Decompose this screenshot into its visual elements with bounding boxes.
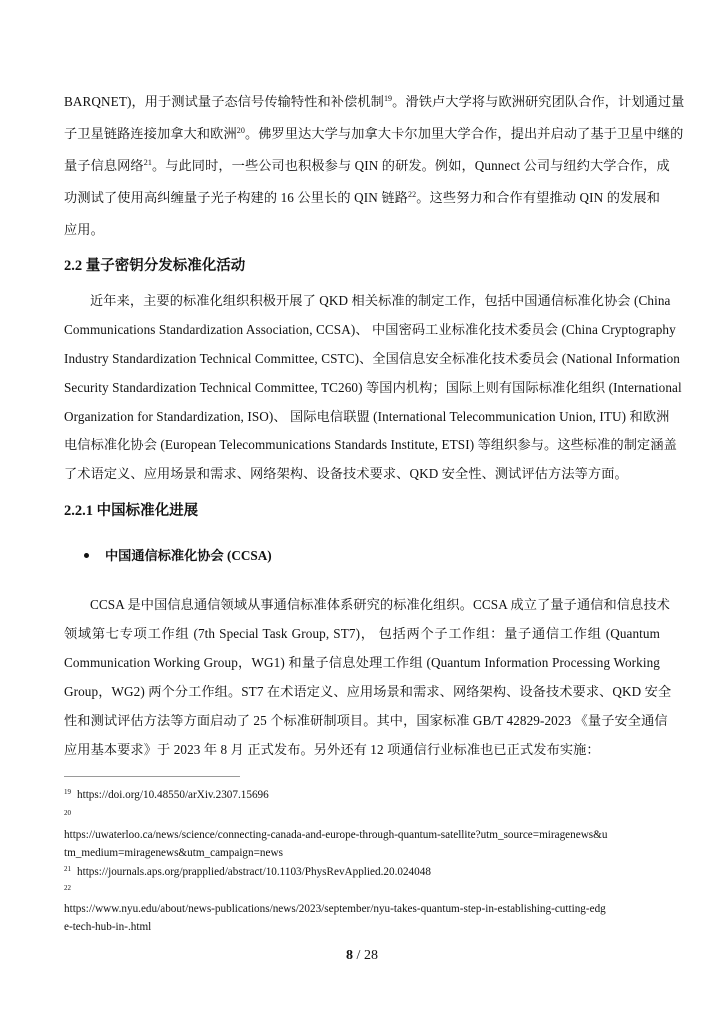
page-current: 8 xyxy=(346,948,354,963)
footnote-21 xyxy=(64,865,664,879)
footnote-link[interactable]: https://doi.org/10.48550/arXiv.2307.15696 xyxy=(77,789,269,801)
text-segment: 量子信息网络 xyxy=(64,158,144,173)
text-segment: 。这些努力和合作有望推动 QIN 的发展和 xyxy=(416,190,660,205)
text-segment: 。与此同时，一些公司也积极参与 QIN 的研发。例如，Qunnect 公司与纽约大学合作，成 xyxy=(151,158,670,173)
footnote-20-number: 20 xyxy=(64,809,71,817)
text-segment: 子卫星链路连接加拿大和欧洲 xyxy=(64,126,237,141)
section-heading-2-2-1: 2.2.1 中国标准化进展 xyxy=(64,503,199,519)
footnote-ref-21[interactable]: 21 xyxy=(143,158,152,167)
page-number xyxy=(0,948,724,964)
paragraph-line: Communications Standardization Association, CCSA)、 中国密码工业标准化技术委员会 (China Cryptography xyxy=(64,322,676,337)
paragraph-line: CCSA 是中国信息通信领域从事通信标准体系研究的标准化组织。CCSA 成立了量子通信和信息技术 xyxy=(90,597,670,612)
body-line xyxy=(64,126,684,142)
footnote-number: 21 xyxy=(64,865,71,873)
footnote-22-line[interactable]: e-tech-hub-in-.html xyxy=(64,921,152,933)
text-segment: 。滑铁卢大学将与欧洲研究团队合作，计划通过量 xyxy=(392,94,685,109)
footnote-19 xyxy=(64,788,664,802)
body-line xyxy=(64,190,660,206)
page-total: 28 xyxy=(363,948,378,963)
footnote-20-line[interactable]: https://uwaterloo.ca/news/science/connecting-canada-and-europe-through-quantum-satellite?utm_source=miragenews&u xyxy=(64,829,608,841)
bullet-label: 中国通信标准化协会 (CCSA) xyxy=(105,548,272,563)
footnote-number: 19 xyxy=(64,788,71,796)
paragraph-line: Organization for Standardization, ISO)、 国际电信联盟 (International Telecommunication Union, ITU) 和欧洲 xyxy=(64,409,670,424)
text-segment: 功测试了使用高纠缠量子光子构建的 16 公里长的 QIN 链路 xyxy=(64,190,408,205)
body-line xyxy=(64,94,685,110)
paragraph-line: Security Standardization Technical Committee, TC260) 等国内机构；国际上则有国际标准化组织 (International xyxy=(64,380,682,395)
footnote-22-number: 22 xyxy=(64,884,71,892)
footnote-ref-19[interactable]: 19 xyxy=(383,94,393,103)
paragraph-line: 领域第七专项工作组 (7th Special Task Group, ST7)， 包括两个子工作组：量子通信工作组 (Quantum xyxy=(64,626,660,641)
footnote-20-line[interactable]: tm_medium=miragenews&utm_campaign=news xyxy=(64,847,283,859)
footnote-22-line[interactable]: https://www.nyu.edu/about/news-publications/news/2023/september/nyu-takes-quantum-step-in-establishing-cutting-edg xyxy=(64,903,606,915)
bullet-item-ccsa xyxy=(84,548,272,564)
footnote-separator xyxy=(64,776,240,777)
section-heading-2-2: 2.2 量子密钥分发标准化活动 xyxy=(64,258,246,274)
paragraph-line: 了术语定义、应用场景和需求、网络架构、设备技术要求、QKD 安全性、测试评估方法等方面。 xyxy=(64,466,628,481)
text-segment: 应用。 xyxy=(64,222,104,237)
text-segment: BARQNET)，用于测试量子态信号传输特性和补偿机制 xyxy=(64,94,384,109)
page-separator: / xyxy=(353,948,364,963)
footnote-ref-20[interactable]: 20 xyxy=(236,126,245,135)
paragraph-line: 电信标准化协会 (European Telecommunications Standards Institute, ETSI) 等组织参与。这些标准的制定涵盖 xyxy=(64,437,677,452)
footnote-link[interactable]: https://journals.aps.org/prapplied/abstract/10.1103/PhysRevApplied.20.024048 xyxy=(77,866,431,878)
paragraph-line: 近年来，主要的标准化组织积极开展了 QKD 相关标准的制定工作，包括中国通信标准化协会 (China xyxy=(90,293,671,308)
paragraph-line: Industry Standardization Technical Committee, CSTC)、全国信息安全标准化技术委员会 (National Information xyxy=(64,351,680,366)
bullet-icon xyxy=(84,553,89,558)
paragraph-line: 性和测试评估方法等方面启动了 25 个标准研制项目。其中，国家标准 GB/T 42829-2023 《量子安全通信 xyxy=(64,713,668,728)
footnote-ref-22[interactable]: 22 xyxy=(408,190,417,199)
paragraph-line: 应用基本要求》于 2023 年 8 月 正式发布。另外还有 12 项通信行业标准也已正式发布实施： xyxy=(64,742,600,757)
text-segment: 。佛罗里达大学与加拿大卡尔加里大学合作，提出并启动了基于卫星中继的 xyxy=(244,126,684,141)
body-line xyxy=(64,158,670,174)
paragraph-line: Communication Working Group，WG1) 和量子信息处理工作组 (Quantum Information Processing Working xyxy=(64,655,660,670)
body-line xyxy=(64,222,660,238)
paragraph-line: Group，WG2) 两个分工作组。ST7 在术语定义、应用场景和需求、网络架构、设备技术要求、QKD 安全 xyxy=(64,684,672,699)
